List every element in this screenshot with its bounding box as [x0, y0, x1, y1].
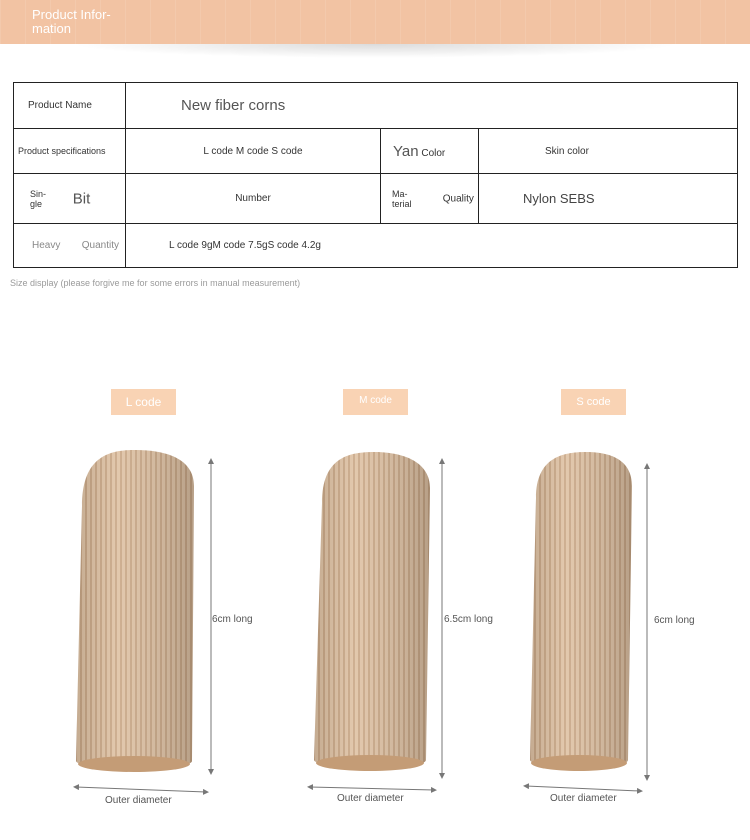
material-label: Quality [442, 193, 474, 204]
diameter-arrow-m [310, 787, 434, 790]
color-label: Color [421, 147, 446, 159]
size-tag-m: M code [343, 389, 408, 415]
material-label-prefix: Ma- terial [392, 188, 412, 209]
diameter-label-m: Outer diameter [337, 793, 404, 804]
weight-label: Quantity [81, 240, 120, 251]
size-caption: Size display (please forgive me for some errors in manual measurement) [10, 278, 301, 288]
section-title: Product Infor- mation [32, 7, 111, 36]
diameter-label-s: Outer diameter [550, 793, 617, 804]
diameter-arrow-s [526, 786, 640, 791]
product-name-label: Product Name [14, 83, 126, 129]
diameter-label-l: Outer diameter [105, 795, 172, 806]
spec-value: L code M code S code [126, 129, 381, 174]
unit-label-prefix: Sin- gle [30, 188, 47, 209]
size-tag-s: S code [561, 389, 626, 415]
weight-value-text: L code 9gM code 7.5gS code 4.2g [169, 240, 321, 251]
color-value-text: Skin color [545, 145, 589, 157]
unit-value: Number [126, 174, 381, 224]
spec-label: Product specifications [14, 129, 126, 174]
length-label-m: 6.5cm long [444, 614, 493, 625]
unit-label: Bit [72, 190, 91, 207]
length-label-l: 6cm long [212, 614, 253, 625]
length-label-s: 6cm long [654, 615, 695, 626]
weight-label-prefix: Heavy [32, 240, 61, 251]
diameter-arrow-l [76, 787, 206, 792]
size-tag-l: L code [111, 389, 176, 415]
product-name-text: New fiber corns [181, 97, 286, 114]
color-label-prefix: Yan [393, 142, 419, 160]
material-value-text: Nylon SEBS [523, 191, 595, 206]
